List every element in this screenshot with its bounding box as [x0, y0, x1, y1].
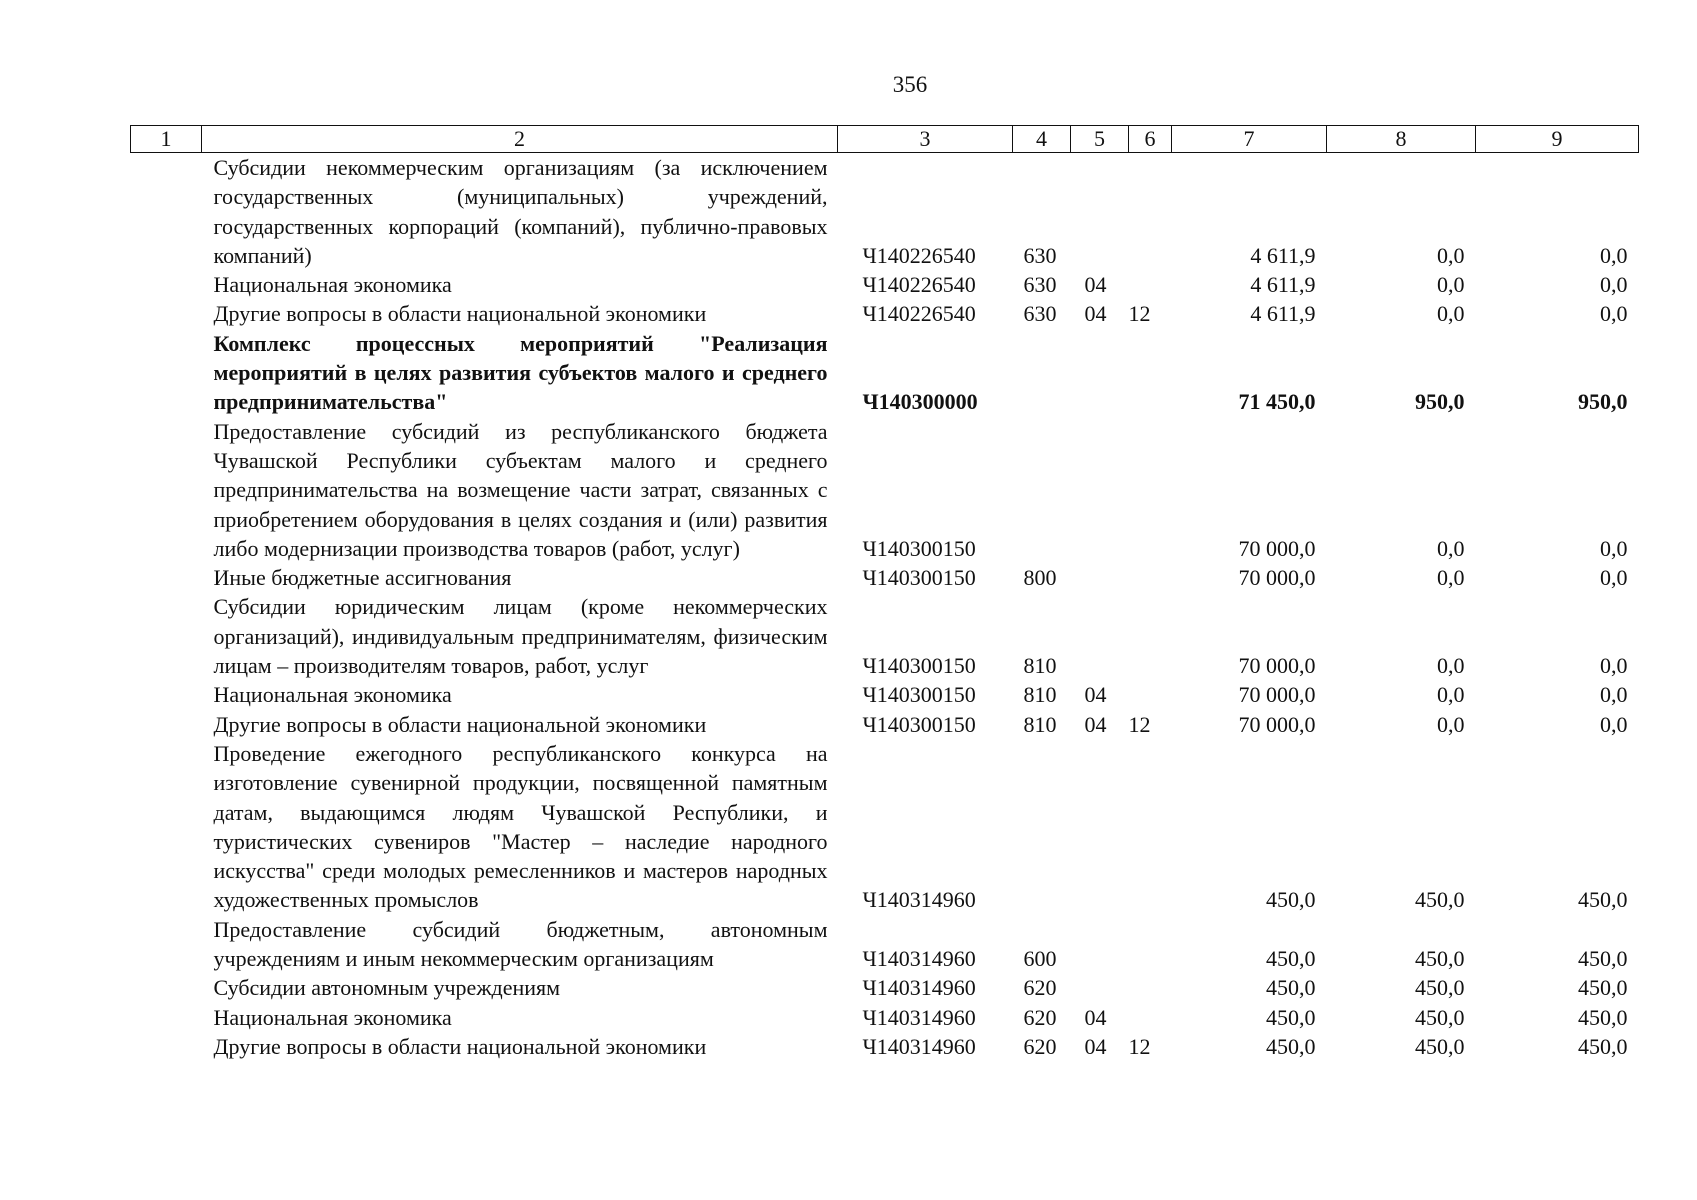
- row-subsection: [1129, 329, 1172, 417]
- row-amount-7: 4 611,9: [1250, 301, 1316, 327]
- row-index-cell: [131, 563, 202, 592]
- table-row: [131, 417, 1639, 563]
- row-section: 04: [1084, 1033, 1107, 1059]
- row-amount-9: 450,0: [1578, 946, 1628, 972]
- row-subsection: 12: [1128, 301, 1151, 327]
- row-name: Субсидии некоммерческим организациям (за исключением государственных (муниципальных) учреждений, государственных корпораций (компаний), публично-правовых компаний): [213, 155, 828, 268]
- row-amount-7: 70 000,0: [1238, 682, 1316, 708]
- row-amount-7: 450,0: [1266, 1033, 1316, 1059]
- header-col-6: 6: [1129, 126, 1172, 153]
- row-amount-7: 71 450,0: [1238, 389, 1316, 415]
- row-amount-8: 450,0: [1415, 1004, 1465, 1030]
- row-expense-type: 600: [1023, 946, 1057, 972]
- table-row: [131, 739, 1639, 915]
- table-row: [131, 329, 1639, 417]
- row-amount-8: 450,0: [1415, 946, 1465, 972]
- row-section: [1071, 563, 1129, 592]
- row-name: Иные бюджетные ассигнования: [213, 565, 512, 591]
- row-name: Национальная экономика: [213, 1004, 452, 1030]
- row-expense-type: 630: [1023, 301, 1057, 327]
- row-amount-7: 70 000,0: [1238, 653, 1316, 679]
- row-name: Национальная экономика: [213, 682, 452, 708]
- budget-table-container: [130, 125, 1638, 1061]
- row-name: Субсидии юридическим лицам (кроме некоммерческих организаций), индивидуальным предпринимателям, физическим лицам – производителям товаров, работ, услуг: [213, 594, 828, 679]
- row-amount-8: 0,0: [1437, 653, 1465, 679]
- row-amount-9: 950,0: [1578, 389, 1628, 415]
- row-subsection: [1129, 153, 1172, 271]
- row-section: [1071, 915, 1129, 974]
- table-row: [131, 680, 1639, 709]
- row-index-cell: [131, 329, 202, 417]
- row-amount-8: 0,0: [1437, 301, 1465, 327]
- header-col-1: 1: [131, 126, 202, 153]
- table-row: [131, 973, 1639, 1002]
- row-amount-7: 450,0: [1266, 946, 1316, 972]
- row-section: [1071, 417, 1129, 563]
- row-amount-9: 0,0: [1600, 242, 1628, 268]
- row-amount-9: 0,0: [1600, 653, 1628, 679]
- row-section: [1071, 592, 1129, 680]
- row-subsection: [1129, 270, 1172, 299]
- row-expense-type: 620: [1023, 1033, 1057, 1059]
- row-amount-7: 4 611,9: [1250, 242, 1316, 268]
- row-target-code: Ч140314960: [862, 887, 976, 913]
- table-row: [131, 1003, 1639, 1032]
- table-row: [131, 153, 1639, 271]
- table-row: [131, 592, 1639, 680]
- row-amount-9: 450,0: [1578, 1033, 1628, 1059]
- row-amount-9: 450,0: [1578, 1004, 1628, 1030]
- row-index-cell: [131, 299, 202, 328]
- row-section: [1071, 153, 1129, 271]
- row-index-cell: [131, 710, 202, 739]
- row-expense-type: [1013, 739, 1071, 915]
- row-target-code: Ч140300150: [862, 565, 976, 591]
- row-subsection: [1129, 973, 1172, 1002]
- header-col-8: 8: [1327, 126, 1476, 153]
- header-col-7: 7: [1172, 126, 1327, 153]
- row-section: [1071, 329, 1129, 417]
- row-amount-8: 950,0: [1415, 389, 1465, 415]
- row-expense-type: [1013, 329, 1071, 417]
- row-target-code: Ч140300150: [862, 682, 976, 708]
- row-expense-type: 810: [1023, 682, 1057, 708]
- row-index-cell: [131, 1032, 202, 1061]
- header-col-4: 4: [1013, 126, 1071, 153]
- row-amount-8: 0,0: [1437, 272, 1465, 298]
- row-target-code: Ч140314960: [862, 946, 976, 972]
- row-name: Комплекс процессных мероприятий "Реализация мероприятий в целях развития субъектов малого и среднего предпринимательства": [213, 330, 828, 415]
- row-expense-type: 800: [1023, 565, 1057, 591]
- row-amount-7: 450,0: [1266, 887, 1316, 913]
- row-index-cell: [131, 680, 202, 709]
- row-subsection: [1129, 739, 1172, 915]
- row-section: [1071, 739, 1129, 915]
- row-subsection: [1129, 592, 1172, 680]
- row-amount-9: 0,0: [1600, 535, 1628, 561]
- row-amount-9: 0,0: [1600, 711, 1628, 737]
- row-amount-7: 4 611,9: [1250, 272, 1316, 298]
- row-index-cell: [131, 270, 202, 299]
- row-target-code: Ч140226540: [862, 301, 976, 327]
- row-target-code: Ч140300000: [862, 389, 978, 415]
- row-amount-7: 450,0: [1266, 975, 1316, 1001]
- row-amount-9: 0,0: [1600, 301, 1628, 327]
- table-row: [131, 1032, 1639, 1061]
- row-section: 04: [1084, 1004, 1107, 1030]
- table-row: [131, 563, 1639, 592]
- header-col-3: 3: [838, 126, 1013, 153]
- row-section: [1071, 973, 1129, 1002]
- row-section: 04: [1084, 682, 1107, 708]
- row-target-code: Ч140226540: [862, 242, 976, 268]
- row-target-code: Ч140314960: [862, 975, 976, 1001]
- row-target-code: Ч140226540: [862, 272, 976, 298]
- row-amount-7: 70 000,0: [1238, 565, 1316, 591]
- table-body: [131, 153, 1639, 1062]
- row-subsection: [1129, 680, 1172, 709]
- table-row: [131, 710, 1639, 739]
- row-subsection: 12: [1128, 1033, 1151, 1059]
- row-expense-type: 620: [1023, 1004, 1057, 1030]
- row-expense-type: 810: [1023, 653, 1057, 679]
- row-name: Другие вопросы в области национальной экономики: [213, 301, 707, 327]
- row-expense-type: [1013, 417, 1071, 563]
- row-expense-type: 810: [1023, 711, 1057, 737]
- row-expense-type: 630: [1023, 242, 1057, 268]
- row-name: Предоставление субсидий бюджетным, автономным учреждениям и иным некоммерческим организациям: [213, 916, 828, 972]
- row-section: 04: [1084, 272, 1107, 298]
- row-amount-9: 0,0: [1600, 272, 1628, 298]
- row-amount-9: 0,0: [1600, 565, 1628, 591]
- row-index-cell: [131, 915, 202, 974]
- row-amount-8: 0,0: [1437, 535, 1465, 561]
- header-row: [131, 126, 1639, 153]
- table-row: [131, 915, 1639, 974]
- row-index-cell: [131, 739, 202, 915]
- row-index-cell: [131, 153, 202, 271]
- row-index-cell: [131, 1003, 202, 1032]
- row-amount-7: 70 000,0: [1238, 711, 1316, 737]
- row-amount-8: 0,0: [1437, 682, 1465, 708]
- row-amount-9: 450,0: [1578, 887, 1628, 913]
- row-amount-8: 0,0: [1437, 711, 1465, 737]
- row-amount-8: 0,0: [1437, 242, 1465, 268]
- budget-table: [130, 125, 1639, 1061]
- page-number: 356: [892, 72, 928, 97]
- row-amount-8: 450,0: [1415, 887, 1465, 913]
- row-target-code: Ч140314960: [862, 1033, 976, 1059]
- row-subsection: 12: [1128, 711, 1151, 737]
- row-target-code: Ч140314960: [862, 1004, 976, 1030]
- row-name: Субсидии автономным учреждениям: [213, 975, 561, 1001]
- row-target-code: Ч140300150: [862, 653, 976, 679]
- row-section: 04: [1084, 711, 1107, 737]
- row-amount-7: 70 000,0: [1238, 535, 1316, 561]
- row-amount-7: 450,0: [1266, 1004, 1316, 1030]
- row-amount-8: 0,0: [1437, 565, 1465, 591]
- row-index-cell: [131, 973, 202, 1002]
- row-amount-8: 450,0: [1415, 1033, 1465, 1059]
- row-amount-9: 450,0: [1578, 975, 1628, 1001]
- header-col-9: 9: [1476, 126, 1639, 153]
- row-expense-type: 630: [1023, 272, 1057, 298]
- row-subsection: [1129, 417, 1172, 563]
- row-subsection: [1129, 563, 1172, 592]
- row-amount-8: 450,0: [1415, 975, 1465, 1001]
- row-section: 04: [1084, 301, 1107, 327]
- row-index-cell: [131, 592, 202, 680]
- header-col-5: 5: [1071, 126, 1129, 153]
- row-amount-9: 0,0: [1600, 682, 1628, 708]
- row-subsection: [1129, 915, 1172, 974]
- row-name: Проведение ежегодного республиканского конкурса на изготовление сувенирной продукции, посвященной памятным датам, выдающимся людям Чувашской Республики, и туристических сувениров "Мастер – наследие народного искусства" среди молодых ремесленников и мастеров народных художественных промыслов: [213, 740, 828, 913]
- table-row: [131, 270, 1639, 299]
- row-index-cell: [131, 417, 202, 563]
- row-name: Другие вопросы в области национальной экономики: [213, 711, 707, 737]
- row-name: Национальная экономика: [213, 272, 452, 298]
- row-target-code: Ч140300150: [862, 711, 976, 737]
- row-expense-type: 620: [1023, 975, 1057, 1001]
- header-col-2: 2: [202, 126, 838, 153]
- row-name: Предоставление субсидий из республиканского бюджета Чувашской Республики субъектам малого и среднего предпринимательства на возмещение части затрат, связанных с приобретением оборудования в целях создания и (или) развития либо модернизации производства товаров (работ, услуг): [213, 418, 828, 561]
- row-target-code: Ч140300150: [862, 535, 976, 561]
- row-name: Другие вопросы в области национальной экономики: [213, 1033, 707, 1059]
- table-row: [131, 299, 1639, 328]
- row-subsection: [1129, 1003, 1172, 1032]
